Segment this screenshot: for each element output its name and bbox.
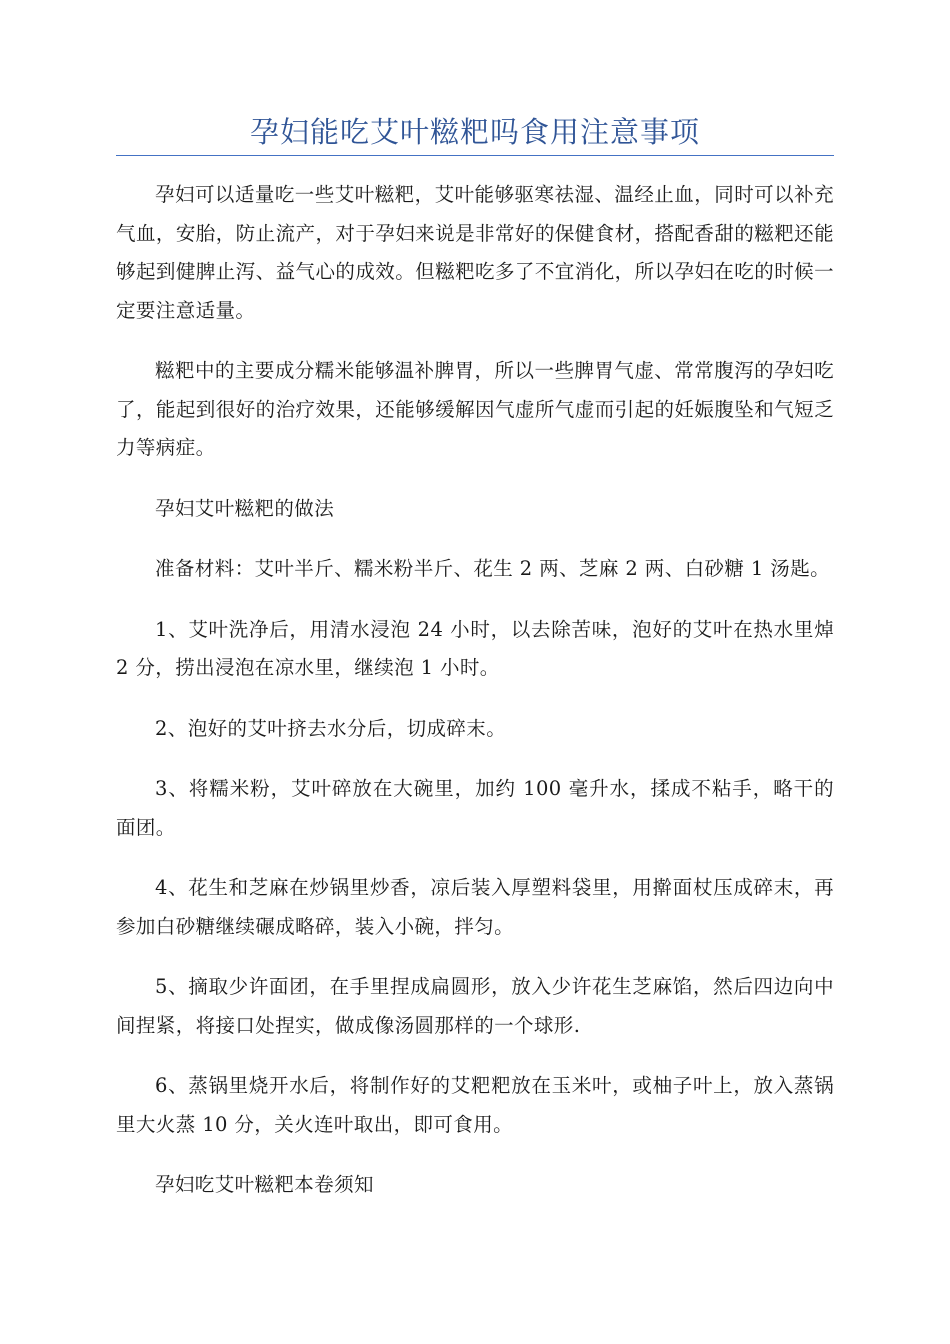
step-3: 3、将糯米粉，艾叶碎放在大碗里，加约 100 毫升水，揉成不粘手，略干的面团。 [116,777,834,839]
step-4: 4、花生和芝麻在炒锅里炒香，凉后装入厚塑料袋里，用擀面杖压成碎末，再参加白砂糖继续碾成略碎，装入小碗，拌匀。 [116,876,834,938]
step-2: 2、泡好的艾叶挤去水分后，切成碎末。 [155,716,507,740]
step-1: 1、艾叶洗净后，用清水浸泡 24 小时，以去除苦味，泡好的艾叶在热水里焯 2 分，捞出浸泡在凉水里，继续泡 1 小时。 [116,617,834,679]
document-title: 孕妇能吃艾叶糍粑吗食用注意事项 [249,115,700,149]
paragraph-intro: 孕妇可以适量吃一些艾叶糍粑，艾叶能够驱寒祛湿、温经止血，同时可以补充气血，安胎，防止流产，对于孕妇来说是非常好的保健食材，搭配香甜的糍粑还能够起到健脾止泻、益气心的成效。但糍粑吃多了不宜消化，所以孕妇在吃的时候一定要注意适量。 [116,183,834,322]
paragraph-glutinous-rice: 糍粑中的主要成分糯米能够温补脾胃，所以一些脾胃气虚、常常腹泻的孕妇吃了，能起到很好的治疗效果，还能够缓解因气虚所气虚而引起的妊娠腹坠和气短乏力等病症。 [116,359,834,459]
section-heading-notes: 孕妇吃艾叶糍粑本卷须知 [155,1173,374,1196]
paragraph-ingredients: 准备材料：艾叶半斤、糯米粉半斤、花生 2 两、芝麻 2 两、白砂糖 1 汤匙。 [155,557,831,580]
step-5: 5、摘取少许面团，在手里捏成扁圆形，放入少许花生芝麻馅，然后四边向中间捏紧，将接口处捏实，做成像汤圆那样的一个球形. [116,975,834,1037]
title-underline [116,155,834,156]
section-heading-recipe: 孕妇艾叶糍粑的做法 [155,496,335,520]
step-6: 6、蒸锅里烧开水后，将制作好的艾粑粑放在玉米叶，或柚子叶上，放入蒸锅里大火蒸 10 分，关火连叶取出，即可食用。 [116,1074,834,1136]
document-body [116,176,834,1227]
